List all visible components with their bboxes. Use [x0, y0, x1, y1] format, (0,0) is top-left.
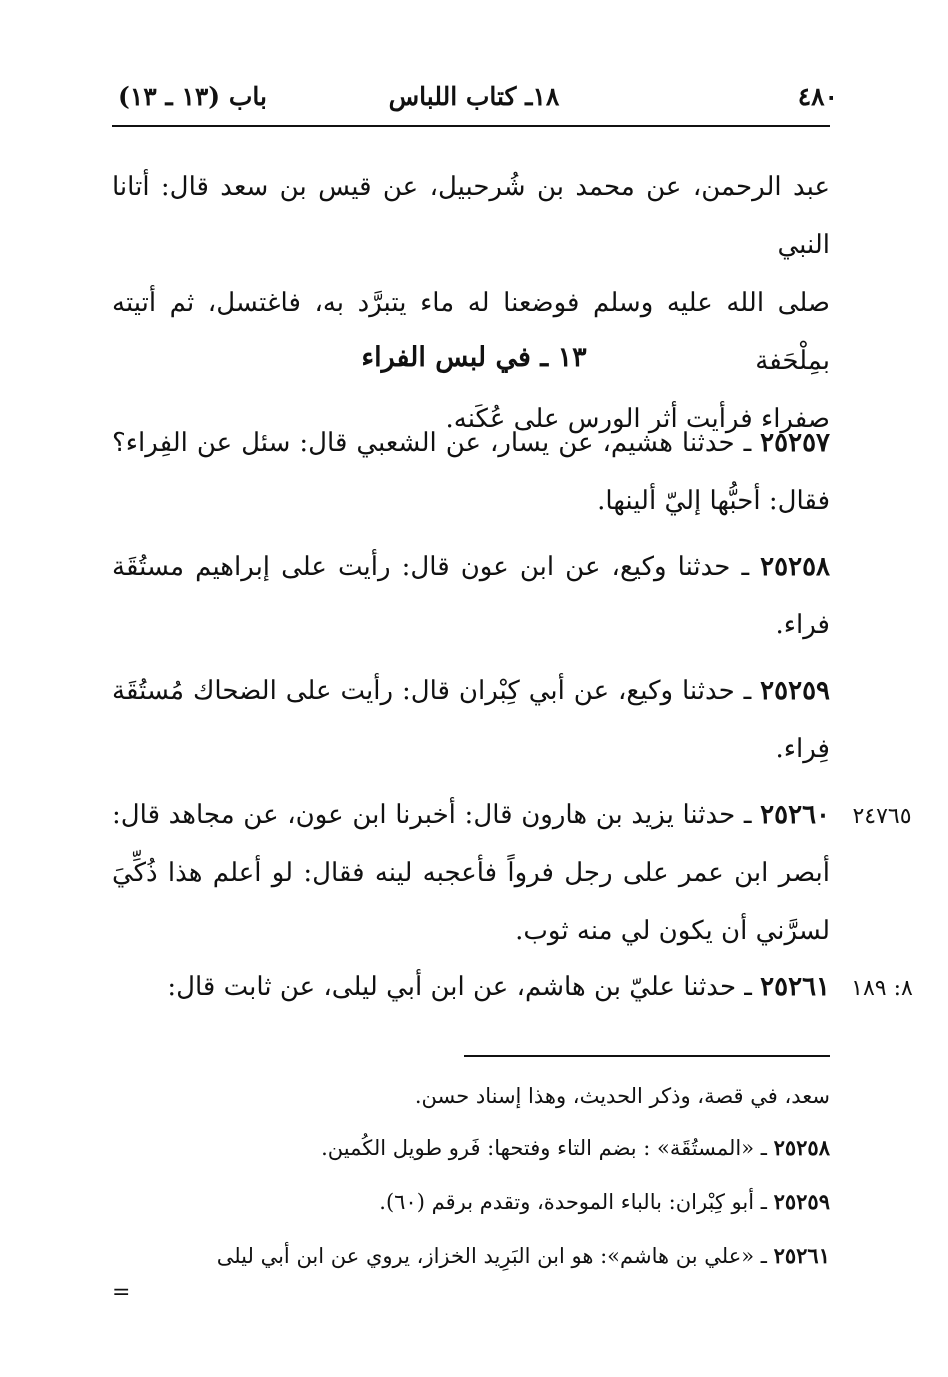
footnote-number: ٢٥٢٦١ — [773, 1243, 830, 1268]
footnote-number: ٢٥٢٥٨ — [773, 1135, 830, 1160]
hadith-25257 — [112, 414, 830, 530]
hadith-25259 — [112, 662, 830, 778]
continuation-line: صلى الله عليه وسلم فوضعنا له ماء يتبرَّد به، فاغتسل، ثم أتيته بمِلْحَفة — [112, 288, 830, 376]
hadith-text: ـ حدثنا وكيع، عن ابن عون قال: رأيت على إبراهيم مستُقَة فراء. — [112, 552, 830, 640]
footnote-rule — [464, 1055, 830, 1057]
footnote-number: ٢٥٢٥٩ — [773, 1189, 830, 1214]
footnote-text: ـ أبو كِبْران: بالباء الموحدة، وتقدم برقم (٦٠). — [379, 1190, 774, 1214]
chapter-reference: باب (١٣ ـ ١٣) — [118, 82, 267, 111]
section-title: ١٣ ـ في لبس الفراء — [361, 342, 587, 373]
hadith-text: ـ حدثنا يزيد بن هارون قال: أخبرنا ابن عون، عن مجاهد قال: أبصر ابن عمر على رجل فرواً فأعجبه لينه فقال: لو أعلم هذا ذُكِّيَ لسرَّني أن يكون لي منه ثوب. — [112, 800, 830, 946]
continuation-line: صفراء فرأيت أثر الورس على عُكَنه. — [445, 404, 830, 434]
hadith-text: ـ حدثنا وكيع، عن أبي كِبْران قال: رأيت على الضحاك مُستُقَة فِراء. — [112, 676, 830, 764]
hadith-25261 — [112, 958, 830, 1016]
hadith-number: ٢٥٢٥٧ — [760, 428, 830, 458]
footnote-continuation: سعد، في قصة، وذكر الحديث، وهذا إسناد حسن. — [414, 1084, 830, 1108]
hadith-number: ٢٥٢٥٨ — [760, 552, 830, 582]
footnote — [112, 1232, 830, 1280]
hadith-text: ـ حدثنا هشيم، عن يسار، عن الشعبي قال: سئل عن الفِراء؟ فقال: أحبُّها إليّ ألينها. — [112, 428, 830, 516]
hadith-text: ـ حدثنا عليّ بن هاشم، عن ابن أبي ليلى، عن ثابت قال: — [167, 972, 761, 1002]
hadith-number: ٢٥٢٦٠ — [760, 800, 830, 830]
footnote-text: ـ «المستُقَة» : بضم التاء وفتحها: فَرو طويل الكُمين. — [321, 1136, 774, 1160]
book-title: ١٨ـ كتاب اللباس — [388, 82, 560, 111]
hadith-number: ٢٥٢٦١ — [760, 972, 830, 1002]
footnote-text: ـ «علي بن هاشم»: هو ابن البَرِيد الخزاز، يروي عن ابن أبي ليلى — [216, 1244, 774, 1268]
hadith-25258 — [112, 538, 830, 654]
margin-reference: ٨: ١٨٩ — [851, 976, 913, 1001]
continuation-text — [112, 158, 830, 448]
header-rule — [112, 125, 830, 127]
margin-reference: ٢٤٧٦٥ — [852, 804, 912, 829]
hadith-number: ٢٥٢٥٩ — [760, 676, 830, 706]
continuation-line: عبد الرحمن، عن محمد بن شُرحبيل، عن قيس بن سعد قال: أتانا النبي — [112, 172, 830, 260]
hadith-25260 — [112, 786, 830, 960]
page-number: ٤٨٠ — [797, 82, 838, 111]
footnote — [112, 1124, 830, 1172]
footnote — [112, 1178, 830, 1226]
continuation-mark: = — [112, 1280, 131, 1305]
